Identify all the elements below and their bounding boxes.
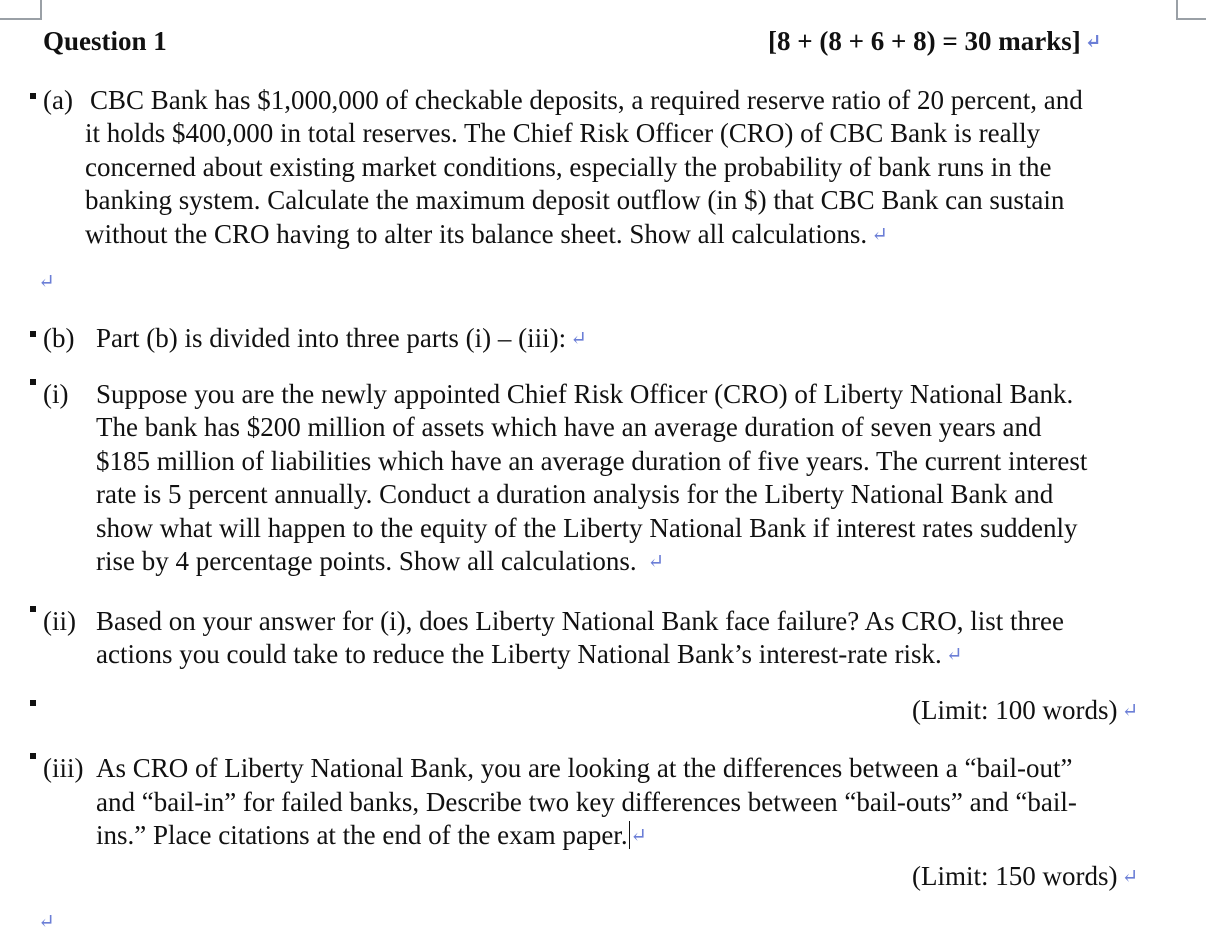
marks-heading xyxy=(768,24,1102,61)
paragraph-bullet-icon xyxy=(30,379,36,385)
part-b-i-line: rise by 4 percentage points. Show all calculations. xyxy=(96,546,644,576)
part-b-text: Part (b) is divided into three parts (i) – (iii): xyxy=(96,323,567,353)
part-a-line: CBC Bank has $1,000,000 of checkable deposits, a required reserve ratio of 20 percent, and xyxy=(90,85,1083,115)
crop-mark-top-right xyxy=(1176,0,1206,20)
part-a-line: without the CRO having to alter its balance sheet. Show all calculations. xyxy=(85,219,868,249)
part-a-line-last xyxy=(85,217,888,254)
limit-text: (Limit: 150 words) xyxy=(912,861,1118,891)
part-a-line: it holds $400,000 in total reserves. The Chief Risk Officer (CRO) of CBC Bank is really xyxy=(85,118,1041,148)
part-b-i-line-last xyxy=(96,544,664,581)
paragraph-bullet-icon xyxy=(30,331,36,337)
paragraph-mark-icon: ↵ xyxy=(38,271,55,293)
limit-text: (Limit: 100 words) xyxy=(912,695,1118,725)
paragraph-mark-icon: ↵ xyxy=(871,224,888,246)
marks-text: [8 + (8 + 6 + 8) = 30 marks] xyxy=(768,26,1081,56)
part-b-iii-line: and “bail-in” for failed banks, Describe two key differences between “bail-outs” and “bail- xyxy=(96,787,1077,817)
part-b-label: (b) xyxy=(43,323,75,353)
part-b-ii-line: Based on your answer for (i), does Liberty National Bank face failure? As CRO, list three xyxy=(96,606,1064,636)
paragraph-bullet-icon xyxy=(30,93,36,99)
part-b-ii-line-last xyxy=(96,637,963,674)
empty-paragraph xyxy=(38,264,55,301)
paragraph-mark-icon: ↵ xyxy=(945,644,963,666)
part-b-ii-label: (ii) xyxy=(43,606,76,636)
part-b-iii-line: As CRO of Liberty National Bank, you are looking at the differences between a “bail-out” xyxy=(96,753,1073,783)
paragraph-mark-icon: ↵ xyxy=(630,825,647,847)
part-b-intro xyxy=(96,321,587,358)
paragraph-mark-icon: ↵ xyxy=(1121,866,1139,888)
paragraph-mark-icon: ↵ xyxy=(647,551,665,573)
part-a-line: banking system. Calculate the maximum deposit outflow (in $) that CBC Bank can sustain xyxy=(85,185,1065,215)
paragraph-mark-icon: ↵ xyxy=(38,911,55,933)
question-title: Question 1 xyxy=(43,26,167,56)
paragraph-mark-icon: ↵ xyxy=(1121,700,1139,722)
paragraph-bullet-icon xyxy=(30,700,36,706)
part-b-i-line: $185 million of liabilities which have an average duration of five years. The current interest xyxy=(96,446,1088,476)
part-b-i-label: (i) xyxy=(43,379,69,409)
paragraph-mark-icon: ↵ xyxy=(1084,31,1102,53)
part-b-iii-label: (iii) xyxy=(43,753,84,783)
part-b-ii-line: actions you could take to reduce the Liberty National Bank’s interest-rate risk. xyxy=(96,639,942,669)
part-a-label: (a) xyxy=(43,85,73,115)
part-b-i-line: rate is 5 percent annually. Conduct a duration analysis for the Liberty National Bank and xyxy=(96,479,1054,509)
part-b-i-line: Suppose you are the newly appointed Chief Risk Officer (CRO) of Liberty National Bank. xyxy=(96,379,1074,409)
empty-paragraph xyxy=(38,904,55,941)
word-limit-150 xyxy=(912,859,1138,896)
part-b-i-line: show what will happen to the equity of the Liberty National Bank if interest rates suddenly xyxy=(96,513,1078,543)
crop-mark-top-left xyxy=(0,0,42,20)
part-b-i-line: The bank has $200 million of assets which have an average duration of seven years and xyxy=(96,412,1042,442)
part-a-line: concerned about existing market conditions, especially the probability of bank runs in the xyxy=(85,152,1052,182)
part-b-iii-line-last[interactable] xyxy=(96,818,647,855)
part-b-iii-line: ins.” Place citations at the end of the exam paper. xyxy=(96,820,628,850)
paragraph-bullet-icon xyxy=(30,753,36,759)
paragraph-bullet-icon xyxy=(30,606,36,612)
word-limit-100 xyxy=(912,693,1138,730)
paragraph-mark-icon: ↵ xyxy=(570,328,587,350)
